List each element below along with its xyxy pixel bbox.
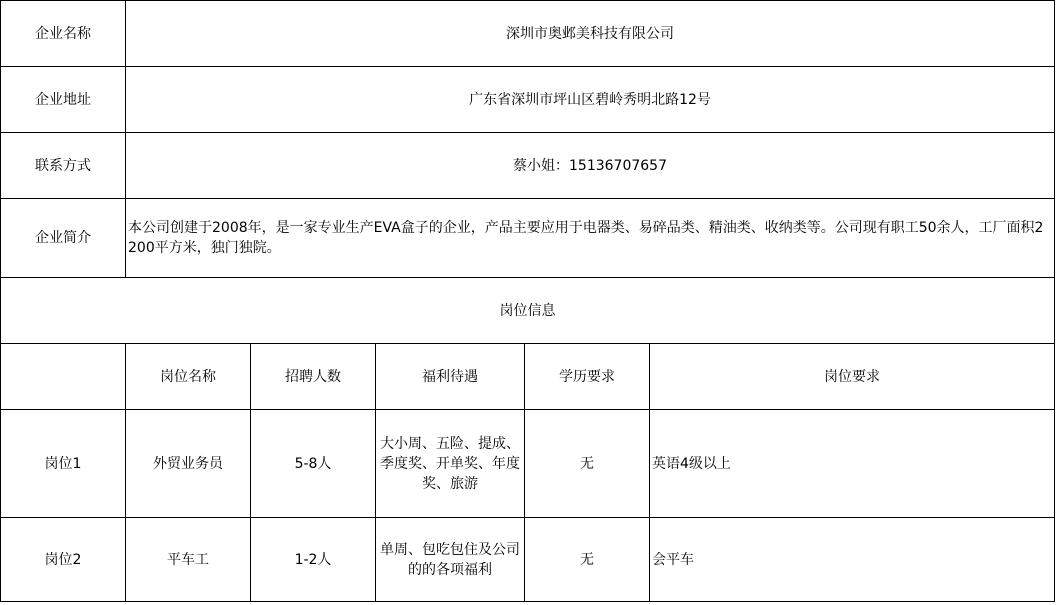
job-row <box>1 518 1055 602</box>
company-name-row <box>1 1 1055 67</box>
header-headcount: 招聘人数 <box>251 344 376 410</box>
job-section-row <box>1 278 1055 344</box>
header-benefits: 福利待遇 <box>376 344 525 410</box>
job-headcount: 5-8人 <box>251 410 376 518</box>
company-address-row <box>1 67 1055 133</box>
company-name-label: 企业名称 <box>1 1 126 67</box>
company-intro-row <box>1 199 1055 278</box>
job-headcount: 1-2人 <box>251 518 376 602</box>
job-education: 无 <box>525 410 650 518</box>
job-requirements: 英语4级以上 <box>650 410 1055 518</box>
contact-row <box>1 133 1055 199</box>
company-intro-value: 本公司创建于2008年，是一家专业生产EVA盒子的企业，产品主要应用于电器类、易碎品类、精油类、收纳类等。公司现有职工50余人，工厂面积2200平方米，独门独院。 <box>126 199 1055 278</box>
job-row <box>1 410 1055 518</box>
job-title: 外贸业务员 <box>126 410 251 518</box>
job-benefits: 大小周、五险、提成、季度奖、开单奖、年度奖、旅游 <box>376 410 525 518</box>
job-header-blank <box>1 344 126 410</box>
job-label: 岗位2 <box>1 518 126 602</box>
header-job-title: 岗位名称 <box>126 344 251 410</box>
job-requirements: 会平车 <box>650 518 1055 602</box>
header-education: 学历要求 <box>525 344 650 410</box>
job-benefits: 单周、包吃包住及公司的的各项福利 <box>376 518 525 602</box>
contact-label: 联系方式 <box>1 133 126 199</box>
job-label: 岗位1 <box>1 410 126 518</box>
header-requirements: 岗位要求 <box>650 344 1055 410</box>
company-intro-label: 企业简介 <box>1 199 126 278</box>
company-name-value: 深圳市奥邺美科技有限公司 <box>126 1 1055 67</box>
job-header-row <box>1 344 1055 410</box>
contact-value: 蔡小姐：15136707657 <box>126 133 1055 199</box>
company-address-value: 广东省深圳市坪山区碧岭秀明北路12号 <box>126 67 1055 133</box>
company-address-label: 企业地址 <box>1 67 126 133</box>
job-title: 平车工 <box>126 518 251 602</box>
job-section-title: 岗位信息 <box>1 278 1055 344</box>
job-education: 无 <box>525 518 650 602</box>
